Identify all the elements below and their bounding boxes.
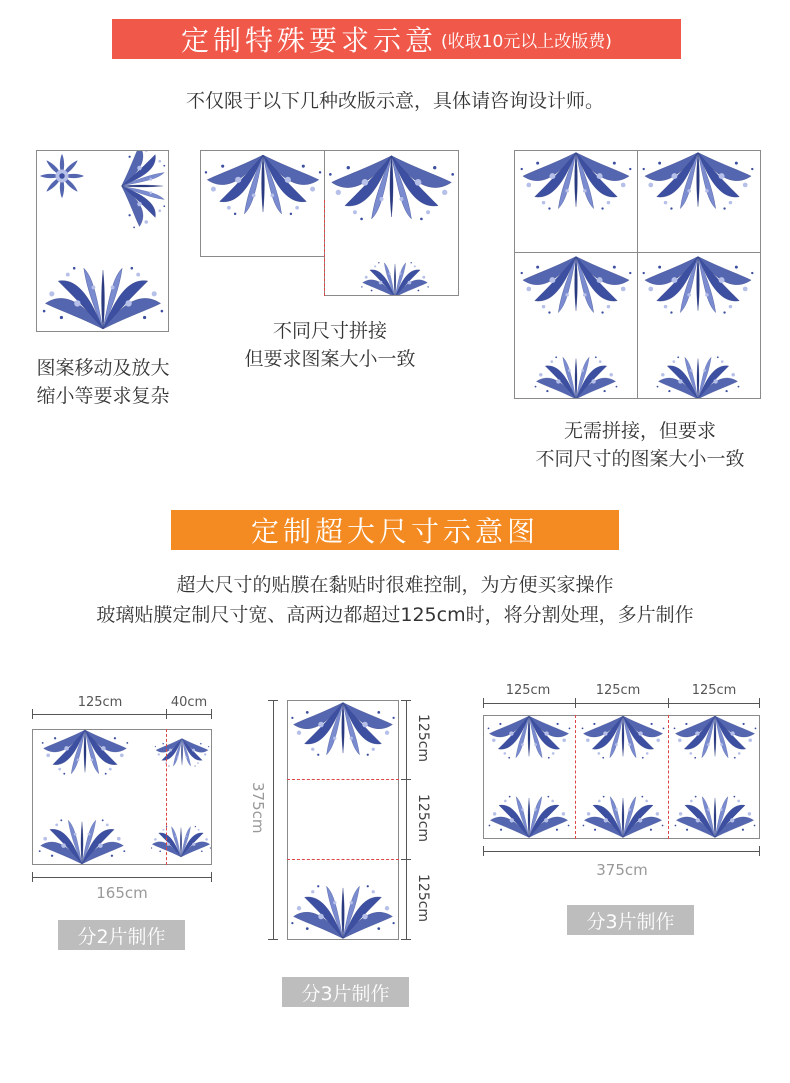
d2-label: 分3片制作 — [282, 977, 409, 1007]
tick — [759, 846, 760, 856]
d1-top-rule — [32, 714, 212, 715]
fan-pattern — [153, 730, 211, 776]
tick — [575, 698, 576, 708]
fan-pattern — [149, 818, 212, 864]
d1-bottom-rule — [32, 877, 212, 878]
tick — [668, 698, 669, 708]
d1-label: 分2片制作 — [58, 920, 185, 950]
d2-seg1: 125cm — [415, 714, 431, 763]
tick — [759, 698, 760, 708]
d3-total: 375cm — [596, 861, 648, 879]
section1-banner — [112, 19, 681, 59]
fan-pattern — [580, 794, 666, 838]
d1-divider — [166, 729, 167, 865]
section2-intro-line2: 玻璃贴膜定制尺寸宽、高两边都超过125cm时，将分割处理，多片制作 — [96, 604, 694, 626]
fan-pattern — [517, 151, 635, 213]
fan-pattern — [345, 261, 445, 296]
fan-pattern — [578, 716, 668, 760]
fan-pattern — [288, 883, 398, 939]
d1-dim-a: 125cm — [77, 695, 123, 710]
section2-intro-line1: 超大尺寸的贴膜在黏贴时很难控制，为方便买家操作 — [176, 574, 614, 596]
bottom-pattern — [39, 263, 167, 331]
tick — [211, 872, 212, 882]
tick — [401, 859, 411, 860]
fan-pattern — [33, 730, 137, 776]
fan-pattern — [672, 794, 758, 838]
d1-panel — [32, 729, 212, 865]
fan-pattern — [639, 151, 757, 213]
example2-caption-line1: 不同尺寸拼接 — [272, 320, 387, 342]
example1-panel — [36, 150, 169, 332]
fan-pattern — [484, 716, 574, 760]
tick — [32, 872, 33, 882]
fan-pattern — [643, 355, 753, 399]
fan-pattern — [517, 255, 635, 317]
example2-divider — [324, 200, 325, 296]
section1-intro: 不仅限于以下几种改版示意，具体请咨询设计师。 — [185, 90, 604, 112]
example3-caption-line1: 无需拼接，但要求 — [563, 420, 716, 442]
d3-seg1: 125cm — [505, 683, 551, 698]
tick — [483, 698, 484, 708]
d1-dim-b: 40cm — [170, 695, 208, 710]
fan-pattern — [201, 151, 325, 221]
example3-caption-line2: 不同尺寸的图案大小一致 — [535, 448, 745, 470]
example1-caption-line1: 图案移动及放大 — [36, 357, 170, 379]
d2-seg3: 125cm — [415, 874, 431, 923]
section2-title: 定制超大尺寸示意图 — [250, 515, 539, 548]
tick — [211, 709, 212, 719]
fan-pattern — [325, 151, 458, 227]
d3-divider-1 — [575, 715, 576, 839]
d2-divider-1 — [287, 779, 399, 780]
tick — [32, 709, 33, 719]
fan-pattern — [670, 716, 760, 760]
d3-seg2: 125cm — [595, 683, 641, 698]
example2-caption-line2: 但要求图案大小一致 — [244, 348, 416, 370]
tick — [401, 700, 411, 701]
corner-pattern — [109, 150, 169, 231]
d2-total: 375cm — [249, 782, 267, 834]
rosette-pattern — [39, 153, 85, 199]
tick — [268, 700, 278, 701]
d2-panel — [287, 700, 399, 940]
example3-divider-h — [515, 252, 761, 253]
fan-pattern — [486, 794, 572, 838]
tick — [401, 779, 411, 780]
section1-title-sub: (收取10元以上改版费) — [441, 31, 612, 52]
tick — [483, 846, 484, 856]
section1-title: 定制特殊要求示意 — [181, 24, 438, 57]
d3-panel — [483, 715, 760, 839]
d2-seg2: 125cm — [415, 794, 431, 843]
d1-total: 165cm — [96, 884, 148, 902]
example3-panel — [514, 150, 761, 399]
fan-pattern — [288, 701, 398, 759]
d3-bottom-rule — [483, 851, 760, 852]
fan-pattern — [639, 255, 757, 317]
d3-divider-2 — [668, 715, 669, 839]
example1-caption-line2: 缩小等要求复杂 — [36, 385, 170, 407]
example2-panel-right — [324, 150, 459, 296]
tick — [166, 709, 167, 719]
d2-divider-2 — [287, 859, 399, 860]
d2-left-rule — [273, 700, 274, 940]
d3-top-rule — [483, 703, 760, 704]
tick — [401, 939, 411, 940]
d2-right-rule — [406, 700, 407, 940]
fan-pattern — [521, 355, 631, 399]
example3-divider-v — [637, 151, 638, 399]
section2-banner — [171, 510, 619, 550]
example2-panel-left — [200, 150, 325, 257]
d3-label: 分3片制作 — [567, 905, 694, 935]
fan-pattern — [33, 818, 131, 864]
tick — [268, 939, 278, 940]
d3-seg3: 125cm — [691, 683, 737, 698]
